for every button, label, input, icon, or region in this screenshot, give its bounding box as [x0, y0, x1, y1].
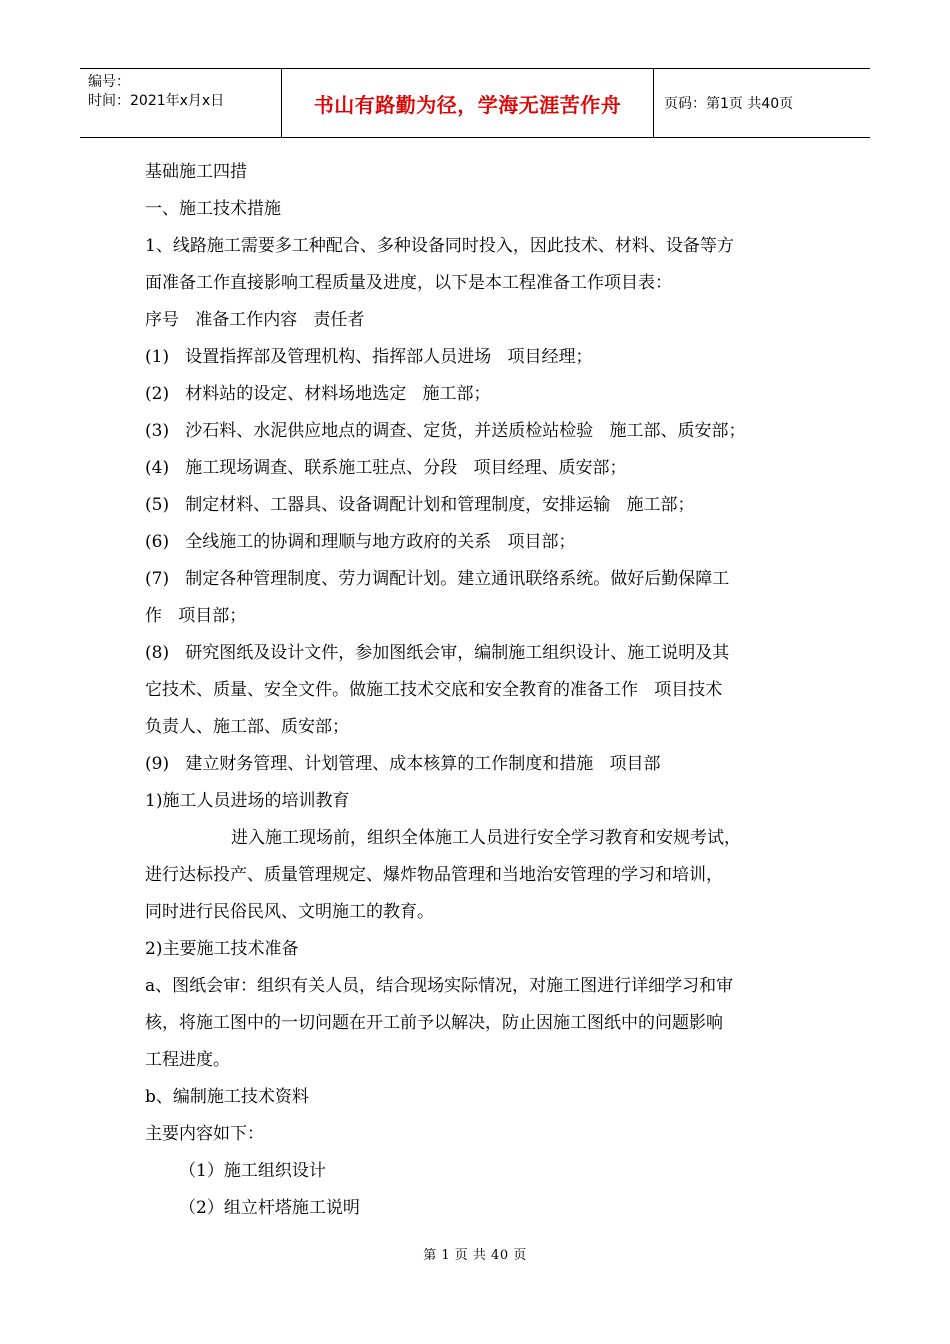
paragraph-line: 进行达标投产、质量管理规定、爆炸物品管理和当地治安管理的学习和培训， — [145, 865, 723, 885]
footer-page-number: 第 1 页 共 40 页 — [423, 1248, 527, 1263]
doc-title: 基础施工四措 — [145, 162, 247, 182]
time-label: 时间：2021年x月x日 — [88, 93, 225, 109]
subsection-heading: 1)施工人员进场的培训教育 — [145, 791, 350, 811]
paragraph-line: 工程进度。 — [145, 1050, 230, 1070]
list-item-continued: 它技术、质量、安全文件。做施工技术交底和安全教育的准备工作 项目技术 — [145, 680, 723, 700]
list-item: (3) 沙石料、水泥供应地点的调查、定货，并送质检站检验 施工部、质安部； — [145, 421, 746, 441]
page-header — [80, 68, 870, 138]
paragraph-line: 面准备工作直接影响工程质量及进度，以下是本工程准备工作项目表： — [145, 273, 672, 293]
list-item: （1）施工组织设计 — [179, 1161, 326, 1181]
list-item-continued: 作 项目部； — [145, 606, 247, 626]
header-page-info — [654, 69, 870, 137]
page-info-label: 页码：第1页 共40页 — [664, 96, 794, 112]
subsection-heading: 2)主要施工技术准备 — [145, 939, 299, 959]
list-item: (6) 全线施工的协调和理顺与地方政府的关系 项目部； — [145, 532, 576, 552]
header-motto: 书山有路勤为径，学海无涯苦作舟 — [313, 92, 622, 117]
paragraph-line: 同时进行民俗民风、文明施工的教育。 — [145, 902, 434, 922]
section-heading: 一、施工技术措施 — [145, 199, 281, 219]
list-item: (9) 建立财务管理、计划管理、成本核算的工作制度和措施 项目部 — [145, 754, 661, 774]
paragraph-line: 进入施工现场前，组织全体施工人员进行安全学习教育和安规考试， — [231, 828, 741, 848]
header-motto-cell — [282, 69, 654, 137]
document-body — [145, 154, 825, 1227]
list-item: (7) 制定各种管理制度、劳力调配计划。建立通讯联络系统。做好后勤保障工 — [145, 569, 730, 589]
code-label: 编号： — [88, 74, 130, 90]
paragraph-line: 1、线路施工需要多工种配合、多种设备同时投入，因此技术、材料、设备等方 — [145, 236, 734, 256]
list-item: (5) 制定材料、工器具、设备调配计划和管理制度，安排运输 施工部； — [145, 495, 695, 515]
header-meta — [80, 69, 282, 137]
list-item: (8) 研究图纸及设计文件，参加图纸会审，编制施工组织设计、施工说明及其 — [145, 643, 730, 663]
list-item: (1) 设置指挥部及管理机构、指挥部人员进场 项目经理； — [145, 347, 593, 367]
paragraph-line: 主要内容如下： — [145, 1124, 264, 1144]
paragraph-line: a、图纸会审：组织有关人员，结合现场实际情况，对施工图进行详细学习和审 — [145, 976, 734, 996]
list-item: (2) 材料站的设定、材料场地选定 施工部； — [145, 384, 491, 404]
list-item: (4) 施工现场调查、联系施工驻点、分段 项目经理、质安部； — [145, 458, 627, 478]
paragraph-line: 核，将施工图中的一切问题在开工前予以解决，防止因施工图纸中的问题影响 — [145, 1013, 723, 1033]
page-footer — [0, 1244, 950, 1263]
list-item: （2）组立杆塔施工说明 — [179, 1198, 360, 1218]
paragraph-line: b、编制施工技术资料 — [145, 1087, 309, 1107]
table-header-row: 序号 准备工作内容 责任者 — [145, 310, 365, 330]
list-item-continued: 负责人、施工部、质安部； — [145, 717, 349, 737]
